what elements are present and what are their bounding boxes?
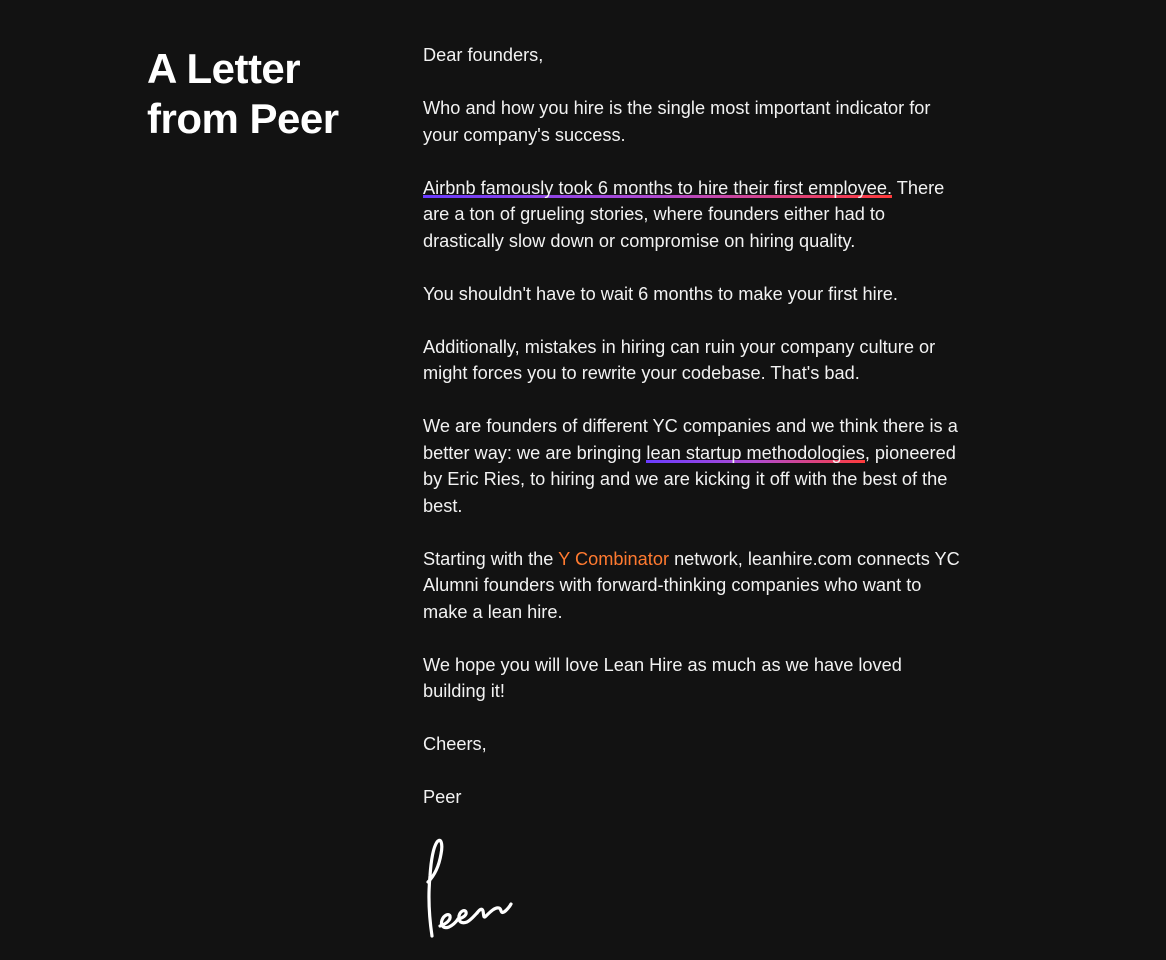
- letter-author-name: Peer: [423, 787, 462, 807]
- letter-paragraph-2: [423, 175, 963, 255]
- letter-paragraph-5: [423, 413, 963, 519]
- paragraph-2-text: There are a ton of grueling stories, where founders either had to drastically slow down or compromise on hiring quality.: [423, 177, 945, 251]
- page-title: [147, 44, 387, 144]
- page-title-line-1: A Letter: [147, 45, 301, 92]
- airbnb-story-link[interactable]: Airbnb famously took 6 months to hire their first employee.: [423, 177, 893, 198]
- letter-paragraph-1: Who and how you hire is the single most important indicator for your company's success.: [423, 98, 931, 145]
- letter-paragraph-3: You shouldn't have to wait 6 months to make your first hire.: [423, 283, 898, 304]
- letter-closing: Cheers,: [423, 734, 487, 754]
- page-title-line-2: from Peer: [147, 95, 339, 142]
- paragraph-6-text-after: network, leanhire.com connects YC Alumni founders with forward-thinking companies who want to make a lean hire.: [423, 548, 960, 622]
- y-combinator-link[interactable]: Y Combinator: [558, 548, 670, 569]
- paragraph-5-text-after: , pioneered by Eric Ries, to hiring and we are kicking it off with the best of the best.: [423, 442, 956, 516]
- letter-paragraph-7: We hope you will love Lean Hire as much as we have loved building it!: [423, 654, 902, 701]
- signature-image: [420, 836, 520, 940]
- paragraph-5-text-before: We are founders of different YC companies and we think there is a better way: we are bringing: [423, 416, 958, 463]
- paragraph-6-text-before: Starting with the: [423, 548, 559, 569]
- letter-paragraph-6: [423, 546, 963, 626]
- letter-greeting: Dear founders,: [423, 45, 544, 65]
- lean-startup-link[interactable]: lean startup methodologies: [646, 442, 865, 463]
- letter-paragraph-4: Additionally, mistakes in hiring can ruin your company culture or might forces you to rewrite your codebase. That's bad.: [423, 336, 936, 383]
- letter-body: [423, 42, 963, 837]
